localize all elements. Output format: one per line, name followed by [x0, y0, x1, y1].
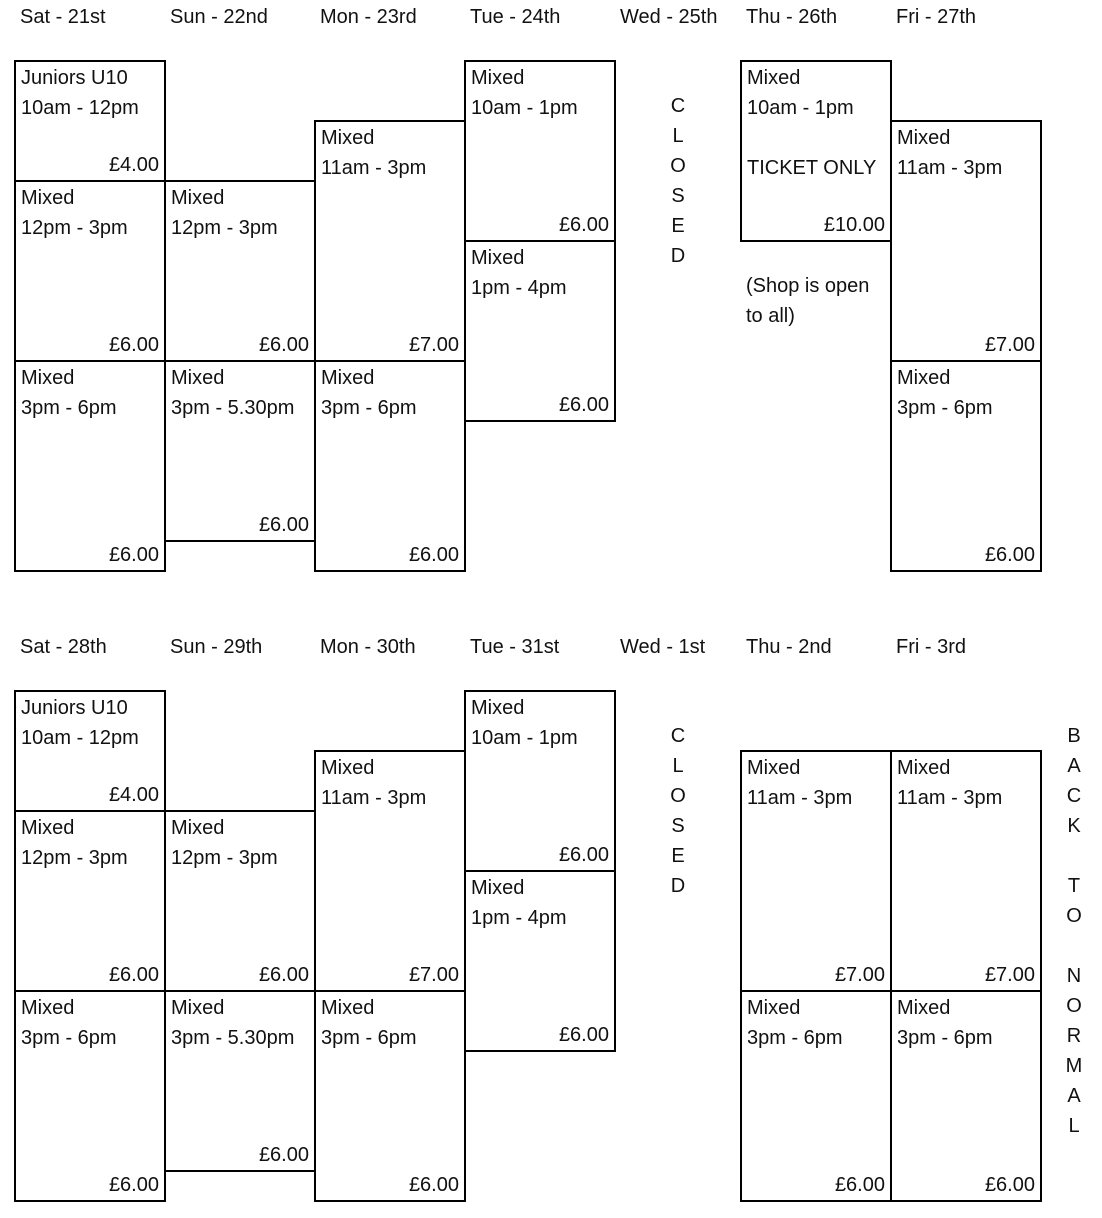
session-block	[890, 360, 1042, 572]
session-note: TICKET ONLY	[747, 157, 877, 179]
session-title: Juniors U10	[21, 697, 128, 719]
session-time: 11am - 3pm	[747, 787, 853, 809]
session-block	[890, 750, 1042, 992]
session-price: £6.00	[108, 334, 159, 356]
day-header-sun: Sun - 29th	[170, 636, 263, 658]
session-title: Mixed	[321, 997, 375, 1019]
session-time: 3pm - 6pm	[897, 1027, 993, 1049]
closed-letter: O	[670, 785, 686, 807]
closed-letter: S	[671, 815, 685, 837]
day-header-wed: Wed - 25th	[620, 6, 718, 28]
session-title: Mixed	[321, 757, 375, 779]
session-title: Mixed	[21, 367, 75, 389]
day-header-tue: Tue - 24th	[470, 6, 561, 28]
session-title: Mixed	[471, 877, 525, 899]
session-title: Mixed	[321, 367, 375, 389]
session-price: £7.00	[984, 334, 1035, 356]
back-to-normal-letter	[1062, 841, 1086, 871]
session-price: £6.00	[984, 1174, 1035, 1196]
session-block	[890, 990, 1042, 1202]
session-time: 12pm - 3pm	[171, 217, 278, 239]
session-price: £10.00	[823, 214, 885, 236]
session-time: 1pm - 4pm	[471, 907, 567, 929]
session-block	[740, 60, 892, 242]
shop-note-line: to all)	[746, 305, 795, 327]
back-to-normal-label	[1062, 721, 1086, 1141]
session-price: £6.00	[408, 1174, 459, 1196]
session-title: Mixed	[171, 817, 225, 839]
session-time: 3pm - 5.30pm	[171, 1027, 295, 1049]
closed-letter: S	[671, 185, 685, 207]
session-time: 12pm - 3pm	[21, 217, 128, 239]
session-price: £6.00	[258, 964, 309, 986]
session-time: 12pm - 3pm	[21, 847, 128, 869]
session-block	[314, 750, 466, 992]
session-price: £6.00	[258, 334, 309, 356]
session-price: £6.00	[984, 544, 1035, 566]
day-header-tue: Tue - 31st	[470, 636, 560, 658]
session-price: £7.00	[408, 334, 459, 356]
session-time: 10am - 1pm	[471, 727, 578, 749]
session-title: Mixed	[321, 127, 375, 149]
session-block	[164, 360, 316, 542]
back-to-normal-letter: A	[1067, 755, 1081, 777]
session-block	[14, 990, 166, 1202]
session-time: 10am - 1pm	[747, 97, 854, 119]
session-time: 3pm - 6pm	[21, 397, 117, 419]
session-time: 12pm - 3pm	[171, 847, 278, 869]
session-time: 3pm - 6pm	[747, 1027, 843, 1049]
session-title: Mixed	[471, 247, 525, 269]
day-header-sun: Sun - 22nd	[170, 6, 268, 28]
session-block	[14, 690, 166, 812]
session-price: £6.00	[108, 964, 159, 986]
session-title: Mixed	[21, 997, 75, 1019]
session-block	[314, 360, 466, 572]
session-title: Mixed	[897, 367, 951, 389]
session-price: £6.00	[108, 544, 159, 566]
day-header-fri: Fri - 3rd	[896, 636, 966, 658]
session-block	[14, 810, 166, 992]
day-header-thu: Thu - 2nd	[746, 636, 832, 658]
session-time: 11am - 3pm	[321, 787, 427, 809]
session-price: £6.00	[258, 514, 309, 536]
session-title: Mixed	[747, 67, 801, 89]
session-block	[14, 360, 166, 572]
back-to-normal-letter: N	[1066, 965, 1082, 987]
session-price: £4.00	[108, 154, 159, 176]
session-time: 11am - 3pm	[321, 157, 427, 179]
session-block	[464, 870, 616, 1052]
back-to-normal-letter: T	[1067, 875, 1081, 897]
back-to-normal-letter: B	[1067, 725, 1081, 747]
session-block	[164, 180, 316, 362]
closed-letter: L	[672, 125, 684, 147]
back-to-normal-letter: O	[1066, 905, 1082, 927]
session-time: 11am - 3pm	[897, 787, 1003, 809]
session-title: Mixed	[897, 757, 951, 779]
session-price: £6.00	[558, 844, 609, 866]
back-to-normal-letter: M	[1065, 1055, 1083, 1077]
session-block	[740, 750, 892, 992]
day-header-mon: Mon - 23rd	[320, 6, 417, 28]
back-to-normal-letter: L	[1068, 1115, 1080, 1137]
day-header-mon: Mon - 30th	[320, 636, 416, 658]
closed-letter: C	[670, 95, 686, 117]
session-title: Mixed	[747, 757, 801, 779]
back-to-normal-letter	[1062, 931, 1086, 961]
session-time: 3pm - 5.30pm	[171, 397, 295, 419]
session-title: Mixed	[897, 997, 951, 1019]
session-block	[890, 120, 1042, 362]
closed-letter: O	[670, 155, 686, 177]
closed-letter: E	[671, 845, 685, 867]
session-title: Mixed	[171, 187, 225, 209]
session-block	[314, 120, 466, 362]
session-time: 10am - 1pm	[471, 97, 578, 119]
closed-letter: E	[671, 215, 685, 237]
day-header-sat: Sat - 28th	[20, 636, 107, 658]
session-block	[164, 810, 316, 992]
closed-letter: D	[670, 245, 686, 267]
day-header-sat: Sat - 21st	[20, 6, 106, 28]
session-time: 3pm - 6pm	[897, 397, 993, 419]
session-block	[464, 60, 616, 242]
session-price: £6.00	[258, 1144, 309, 1166]
session-price: £6.00	[834, 1174, 885, 1196]
session-block	[740, 990, 892, 1202]
closed-label	[666, 91, 690, 271]
session-block	[464, 240, 616, 422]
session-price: £6.00	[558, 1024, 609, 1046]
session-title: Mixed	[897, 127, 951, 149]
session-time: 3pm - 6pm	[321, 397, 417, 419]
session-price: £7.00	[408, 964, 459, 986]
session-price: £7.00	[834, 964, 885, 986]
session-price: £6.00	[108, 1174, 159, 1196]
shop-note-line: (Shop is open	[746, 275, 870, 297]
session-price: £6.00	[558, 214, 609, 236]
session-block	[314, 990, 466, 1202]
closed-letter: D	[670, 875, 686, 897]
session-price: £4.00	[108, 784, 159, 806]
session-time: 1pm - 4pm	[471, 277, 567, 299]
session-time: 11am - 3pm	[897, 157, 1003, 179]
session-block	[464, 690, 616, 872]
session-block	[14, 60, 166, 182]
session-price: £6.00	[558, 394, 609, 416]
closed-label	[666, 721, 690, 901]
session-title: Mixed	[21, 187, 75, 209]
back-to-normal-letter: O	[1066, 995, 1082, 1017]
back-to-normal-letter: C	[1066, 785, 1082, 807]
session-block	[164, 990, 316, 1172]
day-header-thu: Thu - 26th	[746, 6, 838, 28]
session-time: 3pm - 6pm	[321, 1027, 417, 1049]
closed-letter: L	[672, 755, 684, 777]
shop-note	[746, 271, 869, 331]
session-price: £6.00	[408, 544, 459, 566]
day-header-fri: Fri - 27th	[896, 6, 977, 28]
back-to-normal-letter: A	[1067, 1085, 1081, 1107]
session-title: Juniors U10	[21, 67, 128, 89]
session-title: Mixed	[471, 67, 525, 89]
session-title: Mixed	[171, 997, 225, 1019]
session-block	[14, 180, 166, 362]
session-title: Mixed	[471, 697, 525, 719]
day-header-wed: Wed - 1st	[620, 636, 706, 658]
back-to-normal-letter: K	[1067, 815, 1081, 837]
session-time: 10am - 12pm	[21, 97, 139, 119]
session-price: £7.00	[984, 964, 1035, 986]
back-to-normal-letter: R	[1066, 1025, 1082, 1047]
session-title: Mixed	[747, 997, 801, 1019]
session-title: Mixed	[171, 367, 225, 389]
closed-letter: C	[670, 725, 686, 747]
session-time: 10am - 12pm	[21, 727, 139, 749]
session-time: 3pm - 6pm	[21, 1027, 117, 1049]
session-title: Mixed	[21, 817, 75, 839]
